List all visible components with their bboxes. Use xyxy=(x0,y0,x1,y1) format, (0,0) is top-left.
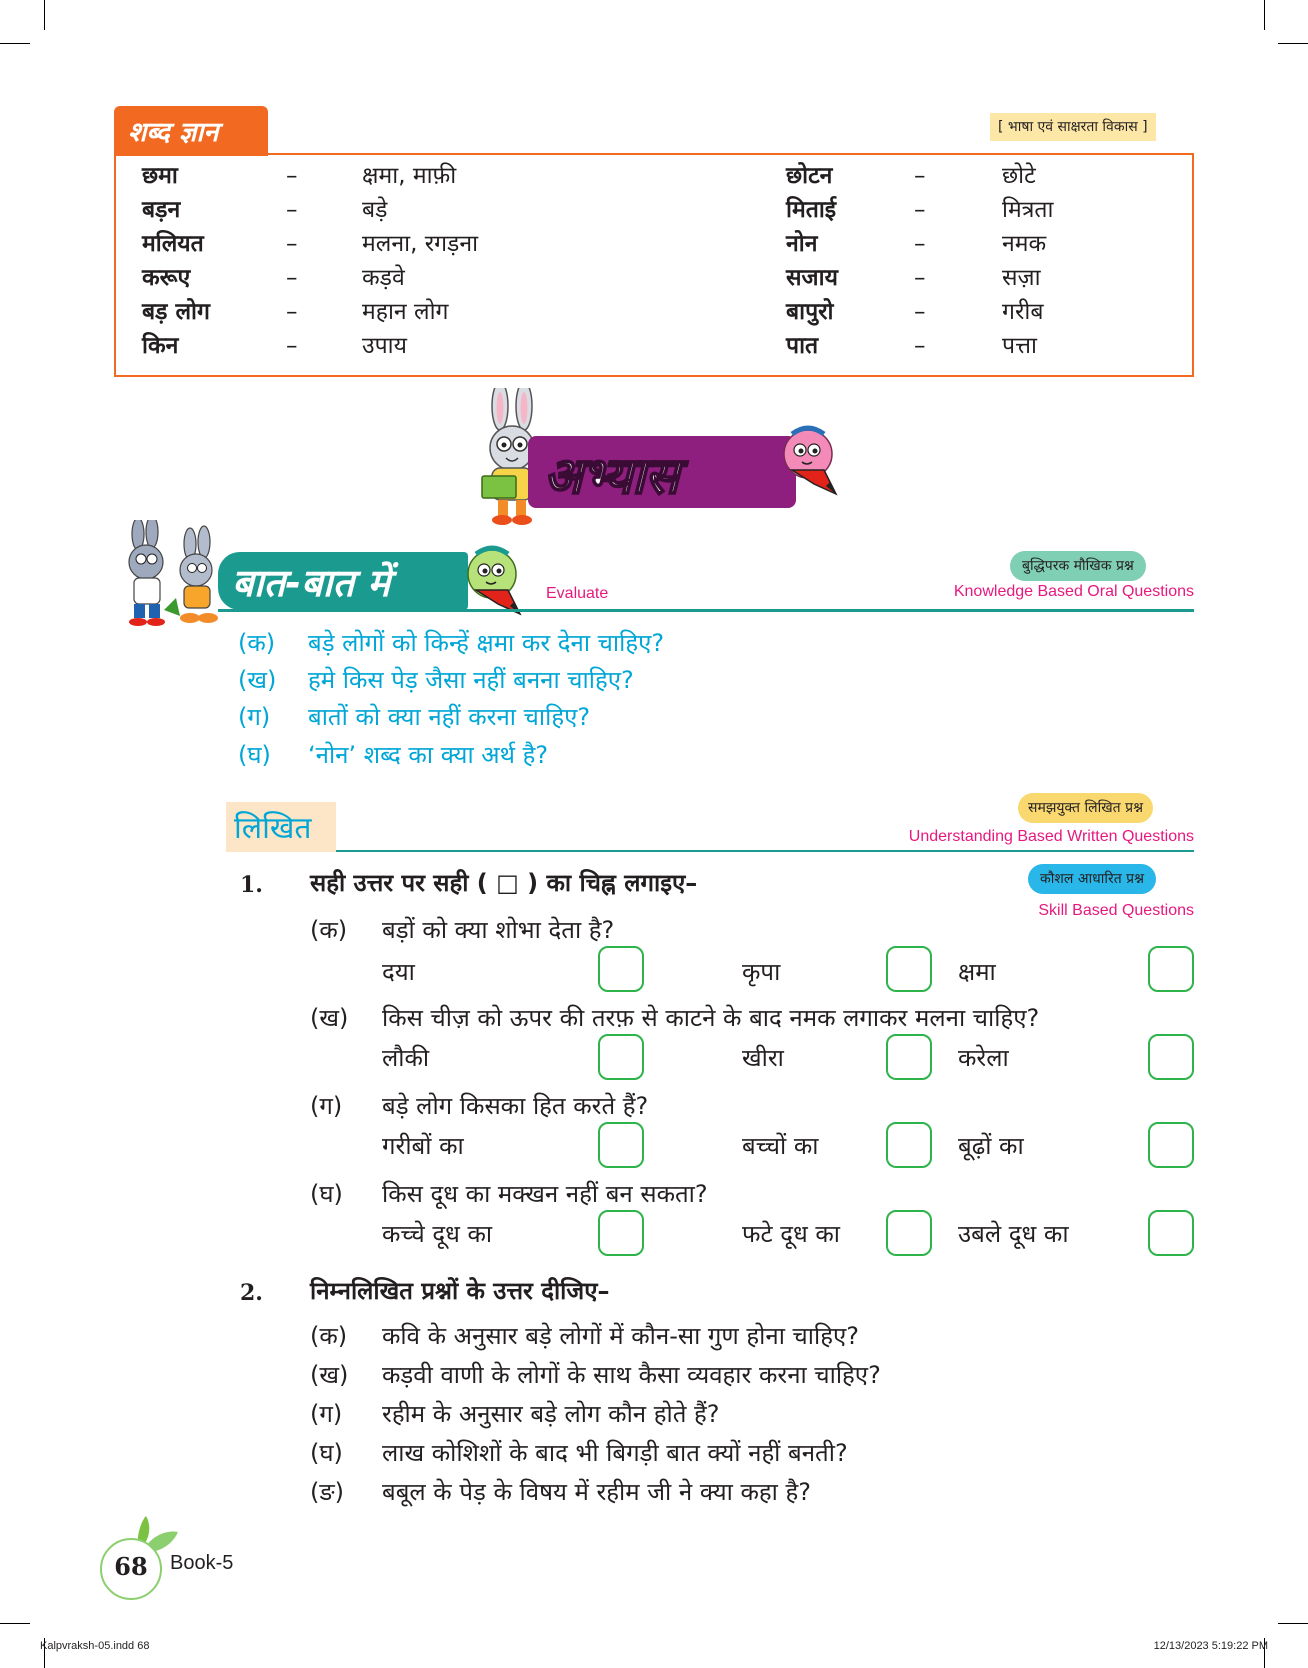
print-slug-file: Kalpvraksh-05.indd 68 xyxy=(40,1640,150,1652)
answer-option: खीरा xyxy=(742,1044,784,1072)
question-text: कवि के अनुसार बड़े लोगों में कौन-सा गुण होना चाहिए? xyxy=(382,1322,859,1350)
answer-option: फटे दूध का xyxy=(742,1220,841,1248)
written-questions-tag: समझयुक्त लिखित प्रश्न xyxy=(1018,793,1153,823)
question-label: (क) xyxy=(238,629,276,657)
vocab-row xyxy=(0,228,1308,260)
vocab-word: बड़ लोग xyxy=(142,299,210,325)
crop-mark xyxy=(1264,0,1265,30)
crop-mark xyxy=(0,43,30,44)
abhyas-title: अभ्यास xyxy=(544,447,679,505)
baat-baat-title: बात-बात में xyxy=(232,561,391,605)
vocab-dash: – xyxy=(286,265,298,291)
shabd-gyan-title: शब्द ज्ञान xyxy=(128,117,219,148)
question-label: (क) xyxy=(310,1322,348,1350)
question-text: बातों को क्या नहीं करना चाहिए? xyxy=(308,703,591,731)
vocab-row xyxy=(0,194,1308,226)
vocab-word: सजाय xyxy=(786,265,838,291)
evaluate-label: Evaluate xyxy=(546,585,609,602)
vocab-meaning: गरीब xyxy=(1002,299,1044,325)
sub-question xyxy=(310,1176,708,1212)
answer-option: गरीबों का xyxy=(382,1132,464,1160)
oral-question xyxy=(238,698,590,736)
vocab-meaning: क्षमा, माफ़ी xyxy=(362,163,457,189)
oral-question xyxy=(238,736,548,774)
vocab-word: नोन xyxy=(786,231,818,257)
question-text: किस दूध का मक्खन नहीं बन सकता? xyxy=(382,1180,708,1208)
answer-option: लौकी xyxy=(382,1044,430,1072)
vocab-row xyxy=(0,262,1308,294)
answer-checkbox[interactable] xyxy=(886,1034,932,1080)
answer-checkbox[interactable] xyxy=(886,1210,932,1256)
skill-questions-tag: कौशल आधारित प्रश्न xyxy=(1028,864,1156,894)
vocab-dash: – xyxy=(914,197,926,223)
sub-question xyxy=(310,1000,1039,1036)
vocab-dash: – xyxy=(286,163,298,189)
vocab-dash: – xyxy=(914,231,926,257)
vocab-meaning: पत्ता xyxy=(1002,333,1037,359)
vocab-dash: – xyxy=(286,333,298,359)
answer-checkbox[interactable] xyxy=(598,1210,644,1256)
question-label: (ग) xyxy=(310,1092,343,1120)
vocab-dash: – xyxy=(914,163,926,189)
answer-option: करेला xyxy=(958,1044,1009,1072)
question-text: बड़े लोग किसका हित करते हैं? xyxy=(382,1092,649,1120)
sub-question xyxy=(310,1088,648,1124)
vocab-dash: – xyxy=(914,265,926,291)
vocab-meaning: बड़े xyxy=(362,197,388,223)
answer-checkbox[interactable] xyxy=(886,1122,932,1168)
question-text: हमे किस पेड़ जैसा नहीं बनना चाहिए? xyxy=(308,666,634,694)
question-text: बड़ों को क्या शोभा देता है? xyxy=(382,916,615,944)
answer-option: दया xyxy=(382,958,415,986)
question-label: (ङ) xyxy=(310,1478,345,1506)
rabbits-talking-illustration xyxy=(108,520,230,630)
crop-mark xyxy=(0,1623,30,1624)
vocab-dash: – xyxy=(286,299,298,325)
answer-option: क्षमा xyxy=(958,958,996,986)
question-number: 1. xyxy=(240,872,263,898)
vocab-row xyxy=(0,160,1308,192)
shabd-gyan-tab xyxy=(114,106,268,156)
vocab-dash: – xyxy=(914,333,926,359)
question-text: किस चीज़ को ऊपर की तरफ़ से काटने के बाद नमक लगाकर मलना चाहिए? xyxy=(382,1004,1040,1032)
vocab-word: करूए xyxy=(142,265,191,291)
sub-question xyxy=(310,1318,859,1354)
vocab-word: पात xyxy=(786,333,819,359)
vocab-row xyxy=(0,330,1308,362)
answer-checkbox[interactable] xyxy=(598,1034,644,1080)
vocab-word: बापुरो xyxy=(786,299,834,325)
question-heading: सही उत्तर पर सही ( □ ) का चिह्न लगाइए– xyxy=(310,869,698,897)
abhyas-banner xyxy=(528,436,796,508)
vocab-word: छमा xyxy=(142,163,178,189)
vocab-word: छोटन xyxy=(786,163,833,189)
question-text: कड़वी वाणी के लोगों के साथ कैसा व्यवहार करना चाहिए? xyxy=(382,1361,881,1389)
question-label: (क) xyxy=(310,916,348,944)
answer-checkbox[interactable] xyxy=(598,946,644,992)
answer-option: कच्चे दूध का xyxy=(382,1220,493,1248)
vocab-dash: – xyxy=(914,299,926,325)
question-label: (ख) xyxy=(238,666,277,694)
answer-option: उबले दूध का xyxy=(958,1220,1069,1248)
question-heading: निम्नलिखित प्रश्नों के उत्तर दीजिए– xyxy=(310,1277,610,1305)
crop-mark xyxy=(44,0,45,30)
question-label: (घ) xyxy=(238,741,271,769)
book-label: Book-5 xyxy=(170,1552,234,1574)
question-text: बड़े लोगों को किन्हें क्षमा कर देना चाहिए? xyxy=(308,629,665,657)
question-label: (घ) xyxy=(310,1180,343,1208)
crop-mark xyxy=(1278,43,1308,44)
sub-question xyxy=(310,1396,720,1432)
oral-questions-tag: बुद्धिपरक मौखिक प्रश्न xyxy=(1010,551,1146,581)
question-number: 2. xyxy=(240,1280,263,1306)
question-label: (घ) xyxy=(310,1439,343,1467)
vocab-dash: – xyxy=(286,231,298,257)
vocab-meaning: नमक xyxy=(1002,231,1047,257)
vocab-word: मलियत xyxy=(142,231,204,257)
vocab-word: मिताई xyxy=(786,197,837,223)
sub-question xyxy=(310,1357,881,1393)
vocab-word: बड़न xyxy=(142,197,181,223)
pencil-mascot-illustration xyxy=(778,424,850,500)
question-label: (ग) xyxy=(238,703,271,731)
crop-mark xyxy=(1278,1623,1308,1624)
written-questions-subtitle: Understanding Based Written Questions xyxy=(908,828,1194,845)
sub-question xyxy=(310,1435,848,1471)
likhit-title: लिखित xyxy=(234,811,312,846)
oral-question xyxy=(238,624,664,662)
oral-question xyxy=(238,661,634,699)
vocab-meaning: मलना, रगड़ना xyxy=(362,231,479,257)
vocab-meaning: महान लोग xyxy=(362,299,449,325)
section-divider xyxy=(336,850,1194,852)
answer-checkbox[interactable] xyxy=(1148,1210,1194,1256)
vocab-meaning: सज़ा xyxy=(1002,265,1041,291)
sub-question xyxy=(310,1474,811,1510)
skill-questions-subtitle: Skill Based Questions xyxy=(1038,902,1194,919)
question-text: रहीम के अनुसार बड़े लोग कौन होते हैं? xyxy=(382,1400,720,1428)
oral-questions-subtitle: Knowledge Based Oral Questions xyxy=(953,583,1194,600)
question-label: (ख) xyxy=(310,1361,349,1389)
section-divider xyxy=(218,609,1194,612)
answer-checkbox[interactable] xyxy=(1148,1122,1194,1168)
answer-option: बूढ़ों का xyxy=(958,1132,1024,1160)
vocab-dash: – xyxy=(286,197,298,223)
question-label: (ग) xyxy=(310,1400,343,1428)
likhit-heading xyxy=(226,802,336,852)
question-label: (ख) xyxy=(310,1004,349,1032)
vocab-meaning: उपाय xyxy=(362,333,407,359)
vocab-meaning: मित्रता xyxy=(1002,197,1054,223)
question-text: बबूल के पेड़ के विषय में रहीम जी ने क्या कहा है? xyxy=(382,1478,811,1506)
answer-checkbox[interactable] xyxy=(1148,1034,1194,1080)
vocab-meaning: कड़वे xyxy=(362,265,405,291)
answer-checkbox[interactable] xyxy=(1148,946,1194,992)
sub-question xyxy=(310,912,614,948)
answer-checkbox[interactable] xyxy=(598,1122,644,1168)
question-text: लाख कोशिशों के बाद भी बिगड़ी बात क्यों नहीं बनती? xyxy=(382,1439,848,1467)
answer-option: कृपा xyxy=(742,958,781,986)
vocab-word: किन xyxy=(142,333,179,359)
vocab-row xyxy=(0,296,1308,328)
page-number: 68 xyxy=(114,1552,148,1581)
print-slug-date: 12/13/2023 5:19:22 PM xyxy=(1153,1640,1268,1652)
vocab-meaning: छोटे xyxy=(1002,163,1036,189)
answer-checkbox[interactable] xyxy=(886,946,932,992)
answer-option: बच्चों का xyxy=(742,1132,819,1160)
shabd-gyan-tag: [ भाषा एवं साक्षरता विकास ] xyxy=(990,113,1156,141)
baat-baat-banner xyxy=(218,552,468,610)
question-text: ‘नोन’ शब्द का क्या अर्थ है? xyxy=(308,741,549,769)
